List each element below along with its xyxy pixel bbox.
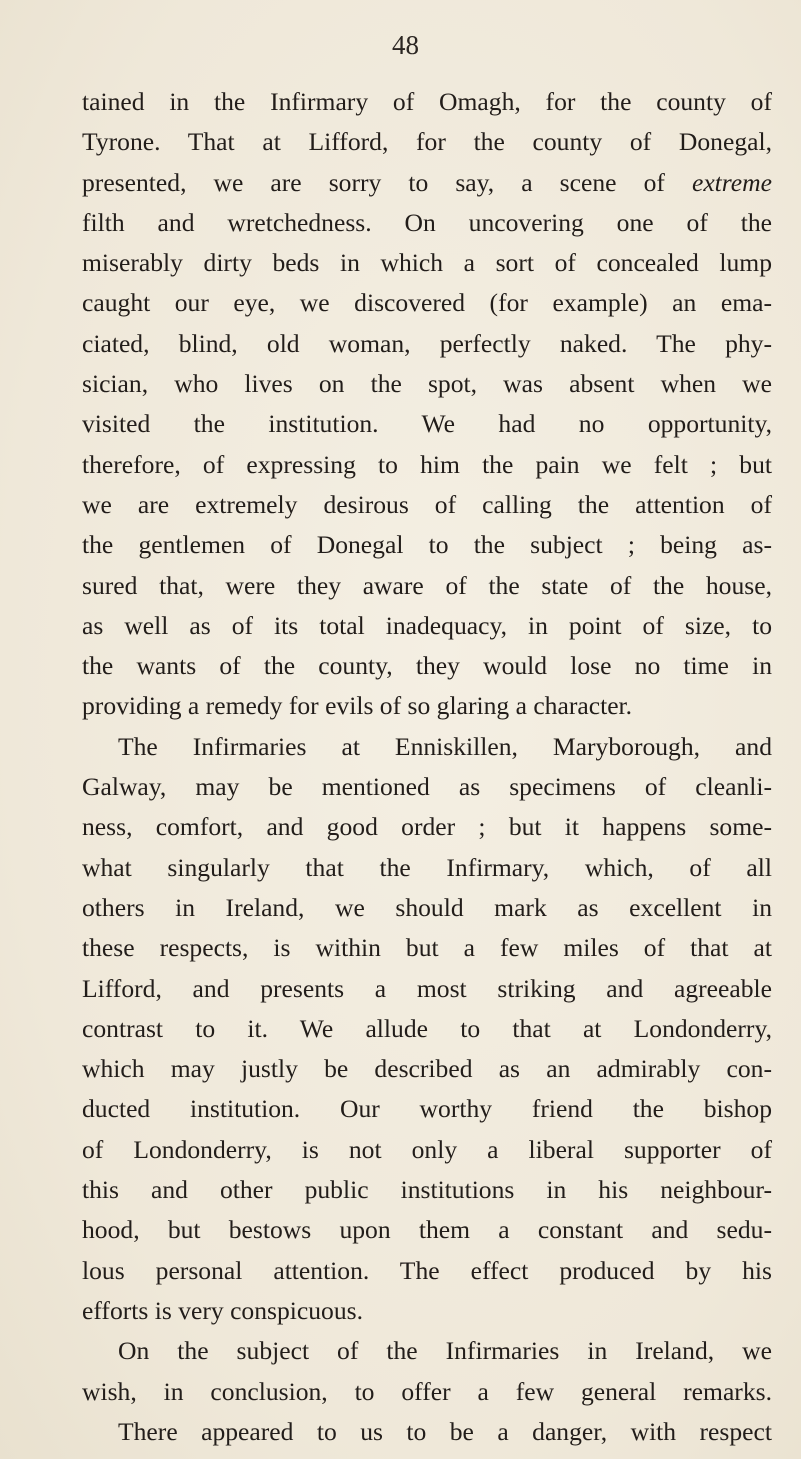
text-line: The Infirmaries at Enniskillen, Maryborough, and (118, 731, 772, 761)
text-line: miserably dirty beds in which a sort of concealed lump (82, 248, 772, 278)
text-line: visited the institution. We had no opportunity, (82, 409, 772, 439)
text-line: others in Ireland, we should mark as excellent in (82, 892, 772, 922)
text-line: efforts is very conspicuous. (82, 1295, 364, 1325)
body-text (82, 82, 772, 1452)
text-line: wish, in conclusion, to offer a few general remarks. (82, 1376, 772, 1406)
text-line: this and other public institutions in his neighbour- (82, 1175, 772, 1205)
text-line: therefore, of expressing to him the pain we felt ; but (82, 449, 772, 479)
text-line: these respects, is within but a few miles of that at (82, 933, 772, 963)
text-line: ciated, blind, old woman, perfectly naked. The phy- (82, 328, 772, 358)
text-line: sician, who lives on the spot, was absent when we (82, 369, 772, 399)
text-line (82, 163, 772, 203)
text-line: On the subject of the Infirmaries in Ireland, we (118, 1336, 772, 1366)
text-line: Tyrone. That at Lifford, for the county of Donegal, (82, 127, 772, 157)
text-line: filth and wretchedness. On uncovering one of the (82, 207, 772, 237)
text-line: ness, comfort, and good order ; but it happens some- (82, 812, 772, 842)
text-line: contrast to it. We allude to that at Londonderry, (82, 1013, 772, 1043)
text-line: hood, but bestows upon them a constant and sedu- (82, 1215, 772, 1245)
text-line: There appeared to us to be a danger, with respect (118, 1416, 772, 1446)
text-line: we are extremely desirous of calling the attention of (82, 489, 772, 519)
text-line: the gentlemen of Donegal to the subject ; being as- (82, 530, 772, 560)
text-line: Galway, may be mentioned as specimens of cleanli- (82, 772, 772, 802)
text-line: sured that, were they aware of the state of the house, (82, 570, 772, 600)
text-line: tained in the Infirmary of Omagh, for the county of (82, 87, 772, 116)
text-line: ducted institution. Our worthy friend the bishop (82, 1094, 772, 1124)
text-line: as well as of its total inadequacy, in point of size, to (82, 610, 772, 640)
text-line: of Londonderry, is not only a liberal supporter of (82, 1134, 772, 1164)
text-line: providing a remedy for evils of so glaring a character. (82, 691, 633, 721)
text-line: what singularly that the Infirmary, which, of all (82, 852, 772, 882)
emphasized-word: extreme (691, 167, 772, 197)
text-line: Lifford, and presents a most striking and agreeable (82, 973, 772, 1003)
text-line: caught our eye, we discovered (for example) an ema- (82, 288, 772, 318)
text-fragment: presented, we are sorry to say, a scene of (82, 167, 692, 197)
page-number: 48 (392, 30, 419, 60)
text-line: lous personal attention. The effect produced by his (82, 1255, 772, 1285)
text-line: the wants of the county, they would lose no time in (82, 651, 772, 681)
text-line: which may justly be described as an admirably con- (82, 1054, 772, 1084)
